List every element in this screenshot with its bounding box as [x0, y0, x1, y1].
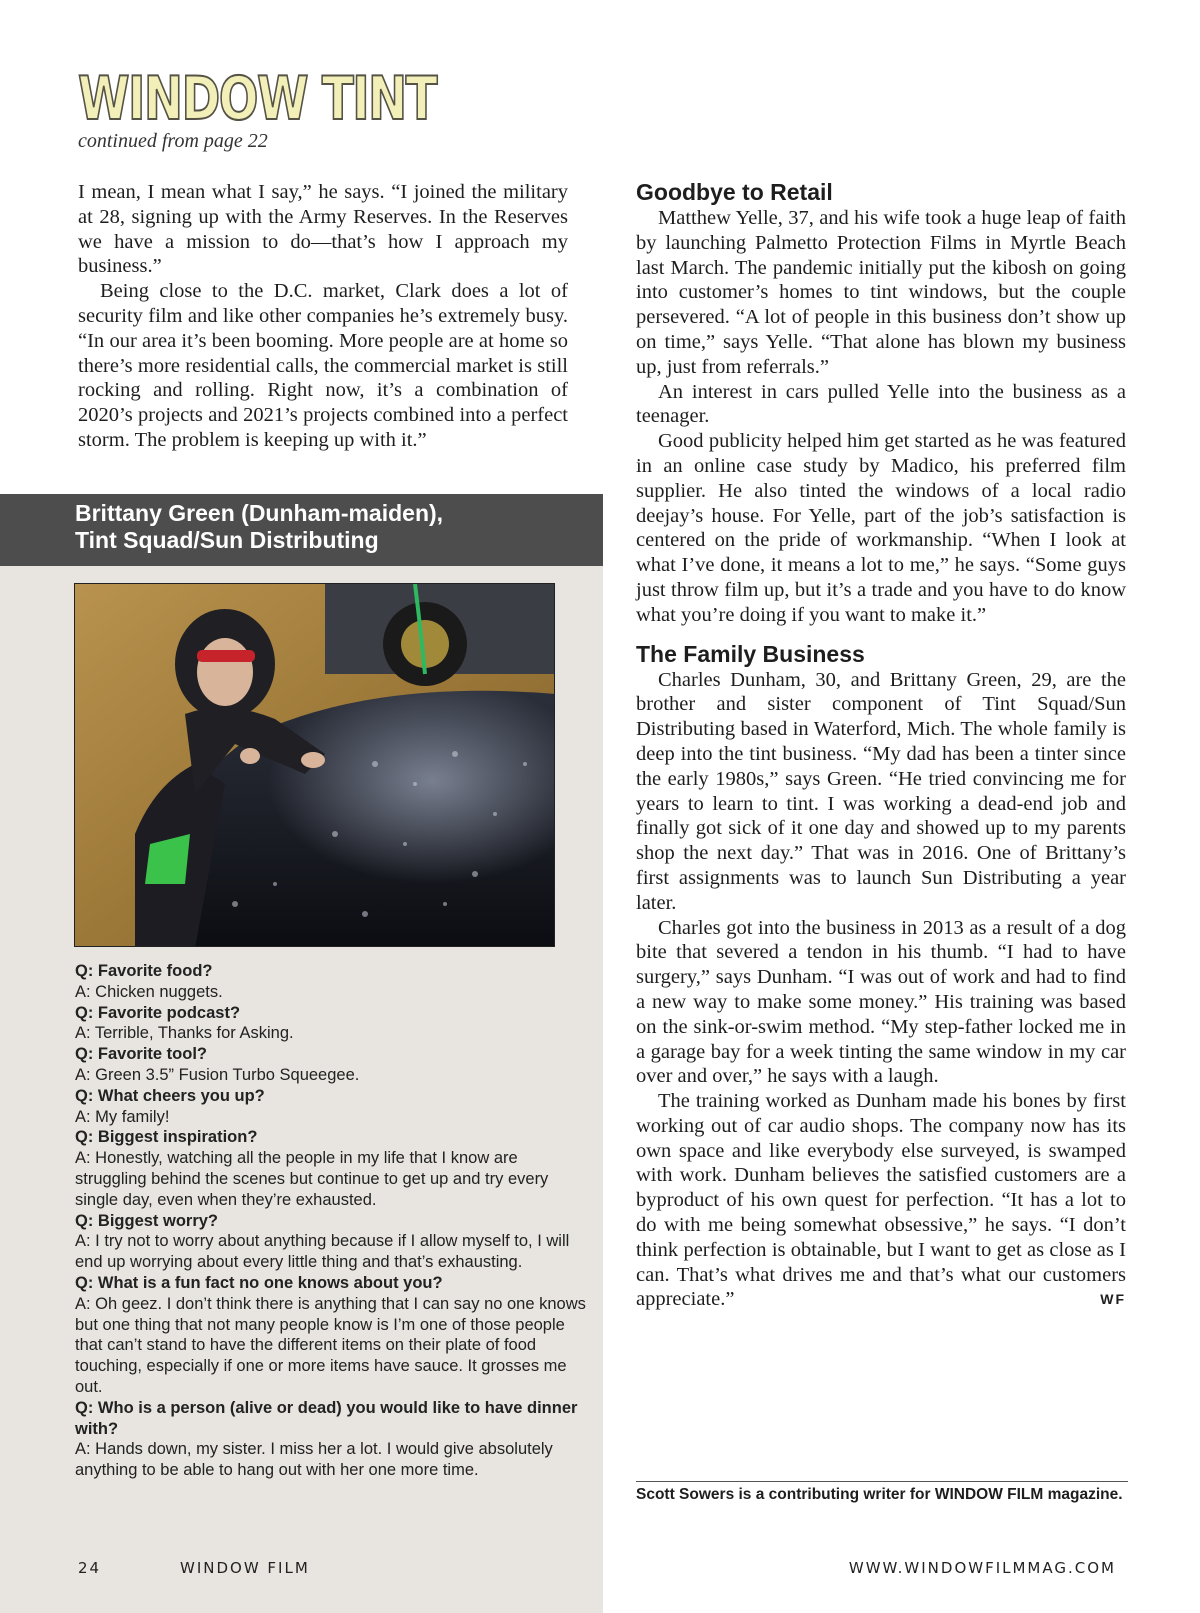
last-paragraph-text: The training worked as Dunham made his bones by first working out of car audio shops. The company now has its own space and like everybody else surveyed, is swamped with work. Dunham believes the satisfied customers are a byproduct of his own quest for perfection. “It has a lot to do with me being somewhat obsessive,” he says. “I don’t think perfection is obtainable, but I want to get as close as I can. That’s what drives me and that’s what our customers appreciate.” — [636, 1090, 1126, 1311]
qa-question: Q: What is a fun fact no one knows about you? — [75, 1273, 443, 1292]
qa-question: Q: What cheers you up? — [75, 1086, 265, 1105]
qa-answer: A: Terrible, Thanks for Asking. — [75, 1024, 294, 1043]
body-paragraph: Being close to the D.C. market, Clark does a lot of security film and like other companies he’s extremely busy. “In our area it’s been booming. More people are at home so there’s more residential calls, the commercial market is still rocking and rolling. Right now, it’s a combination of 2020’s projects and 2021’s projects combined into a perfect storm. The problem is keeping up with it.” — [78, 280, 568, 451]
credit-divider — [636, 1481, 1128, 1482]
sidebar-heading-line: Tint Squad/Sun Distributing — [75, 527, 379, 553]
qa-question: Q: Favorite podcast? — [75, 1003, 241, 1022]
author-credit: Scott Sowers is a contributing writer for WINDOW FILM magazine. — [636, 1486, 1123, 1503]
section-heading: Goodbye to Retail — [636, 179, 833, 205]
qa-answer: A: Hands down, my sister. I miss her a lot. I would give absolutely anything to be able to hang out with her one more time. — [75, 1440, 553, 1480]
qa-question: Q: Who is a person (alive or dead) you would like to have dinner with? — [75, 1398, 578, 1438]
qa-answer: A: I try not to worry about anything because if I allow myself to, I will end up worrying about every little thing and that’s exhausting. — [75, 1232, 570, 1272]
end-mark: WF — [1100, 1291, 1126, 1308]
footer-magazine-name: WINDOW FILM — [180, 1559, 310, 1577]
sidebar-heading-line: Brittany Green (Dunham-maiden), — [75, 500, 444, 526]
sidebar-heading-bar — [0, 494, 603, 566]
body-paragraph: Good publicity helped him get started as he was featured in an online case study by Madico, his preferred film supplier. He also tinted the windows of a local radio deejay’s house. For Yelle, part of the job’s satisfaction is centered on the pride of workmanship. “When I look at what I’ve done, it means a lot to me,” he says. “Some guys just throw film up, but it’s a trade and you have to do know what you’re doing if you want to make it.” — [636, 430, 1126, 626]
section-heading: The Family Business — [636, 640, 865, 667]
qa-answer: A: My family! — [75, 1107, 170, 1126]
qa-answer: A: Oh geez. I don’t think there is anything that I can say no one knows but one thing that not many people know is I’m one of those people that can’t stand to have the different items on their plate of food touching, especially if one or more items have sauce. It grosses me out. — [75, 1294, 586, 1396]
left-column — [78, 180, 568, 453]
photo-tinter-working-on-car — [74, 583, 555, 947]
sidebar-heading — [75, 500, 443, 554]
body-paragraph: Charles Dunham, 30, and Brittany Green, 29, are the brother and sister component of Tint Squad/Sun Distributing based in Waterford, Mich. The whole family is deep into the tint business. “My dad has been a tinter since the early 1980s,” says Green. “He tried convincing me for years to learn to tint. I was working a dead-end job and finally got sick of it one day and showed up to my parents shop the next day.” That was in 2016. One of Brittany’s first assignments was to launch Sun Distributing a year later. — [636, 668, 1126, 914]
continued-note: continued from page 22 — [78, 130, 268, 152]
right-column — [636, 178, 1126, 1312]
footer-website: WWW.WINDOWFILMMAG.COM — [848, 1559, 1116, 1577]
page-title: WINDOW TINT — [78, 64, 437, 134]
page-number: 24 — [78, 1559, 102, 1577]
qa-question: Q: Biggest worry? — [75, 1211, 219, 1230]
body-paragraph: Charles got into the business in 2013 as a result of a dog bite that severed a tendon in his thumb. “I had to have surgery,” says Dunham. “I was out of work and had to find a new way to make some money.” His training was based on the sink-or-swim method. “My step-father locked me in a garage bay for a week tinting the same window in my car over and over,” he says with a laugh. — [636, 916, 1126, 1088]
body-paragraph — [636, 1089, 1126, 1312]
body-paragraph: An interest in cars pulled Yelle into the business as a teenager. — [636, 380, 1126, 428]
qa-answer: A: Honestly, watching all the people in my life that I know are struggling behind the scenes but continue to get up and try every single day, even when they’re exhausted. — [75, 1149, 549, 1209]
body-paragraph: I mean, I mean what I say,” he says. “I joined the military at 28, signing up with the Army Reserves. In the Reserves we have a mission to do—that’s how I approach my business.” — [78, 181, 568, 278]
qa-answer: A: Green 3.5” Fusion Turbo Squeegee. — [75, 1065, 360, 1084]
qa-answer: A: Chicken nuggets. — [75, 982, 223, 1001]
body-paragraph: Matthew Yelle, 37, and his wife took a huge leap of faith by launching Palmetto Protection Films in Myrtle Beach last March. The pandemic initially put the kibosh on going into customer’s homes to tint windows, but the couple persevered. “A lot of people in this business don’t show up on time,” says Yelle. “That alone has blown my business up, just from referrals.” — [636, 207, 1126, 378]
qa-question: Q: Biggest inspiration? — [75, 1128, 258, 1147]
qa-list — [75, 961, 587, 1481]
qa-question: Q: Favorite food? — [75, 962, 213, 980]
qa-question: Q: Favorite tool? — [75, 1045, 207, 1064]
